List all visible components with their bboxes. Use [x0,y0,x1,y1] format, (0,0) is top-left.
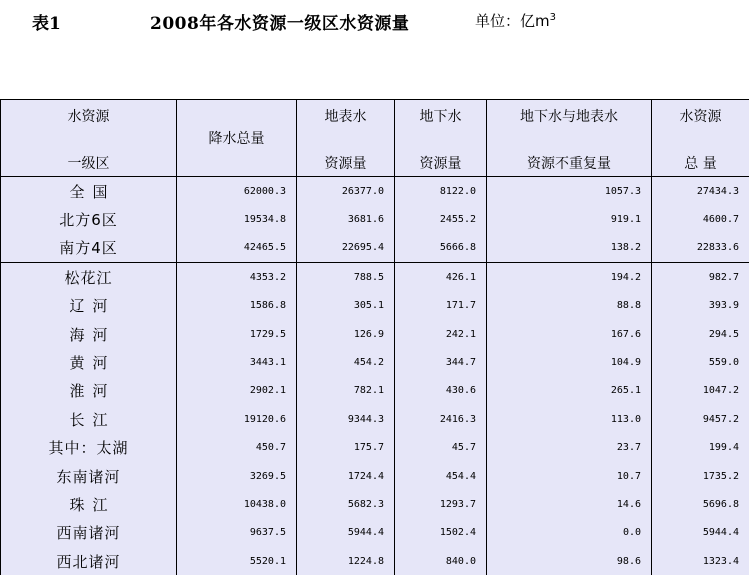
value-cell: 22833.6 [652,234,749,263]
value-cell: 138.2 [487,234,652,263]
value-cell: 88.8 [487,292,652,320]
region-name-cell: 珠江 [1,490,177,518]
value-cell: 1057.3 [487,177,652,206]
value-cell: 27434.3 [652,177,749,206]
col-header-surface-water [297,100,395,177]
value-cell: 0.0 [487,519,652,547]
value-cell: 23.7 [487,434,652,462]
value-cell: 3681.6 [297,205,395,233]
value-cell: 1586.8 [177,292,297,320]
table-title: 2008年各水资源一级区水资源量 [150,14,410,34]
region-name-cell: 西南诸河 [1,519,177,547]
value-cell: 919.1 [487,205,652,233]
value-cell: 265.1 [487,377,652,405]
region-name-cell: 南方4区 [1,234,177,263]
value-cell: 782.1 [297,377,395,405]
table-row [1,177,749,206]
region-name-cell: 北方6区 [1,205,177,233]
col-header-groundwater [395,100,487,177]
table-row [1,434,749,462]
value-cell: 175.7 [297,434,395,462]
value-cell: 9344.3 [297,405,395,433]
region-name-cell: 松花江 [1,263,177,292]
value-cell: 454.4 [395,462,487,490]
value-cell: 2902.1 [177,377,297,405]
col-header-line2: 一级区 [67,156,110,172]
value-cell: 5666.8 [395,234,487,263]
value-cell: 1724.4 [297,462,395,490]
table-row [1,519,749,547]
unit-label [475,10,556,31]
col-header-line2: 资源量 [419,156,462,172]
col-header-non-overlap [487,100,652,177]
col-header-precipitation [177,100,297,177]
value-cell: 1047.2 [652,377,749,405]
value-cell: 62000.3 [177,177,297,206]
col-header-line1: 水资源 [67,109,110,125]
value-cell: 1323.4 [652,547,749,575]
table-row [1,348,749,376]
value-cell: 559.0 [652,348,749,376]
table-row [1,234,749,263]
value-cell: 1502.4 [395,519,487,547]
table-row [1,490,749,518]
value-cell: 126.9 [297,320,395,348]
value-cell: 8122.0 [395,177,487,206]
value-cell: 450.7 [177,434,297,462]
value-cell: 10438.0 [177,490,297,518]
value-cell: 1224.8 [297,547,395,575]
value-cell: 194.2 [487,263,652,292]
table-row [1,462,749,490]
col-header-line1: 降水总量 [208,131,265,147]
table-row [1,320,749,348]
col-header-line1: 地下水 [419,109,462,125]
value-cell: 4600.7 [652,205,749,233]
region-name-cell: 其中：太湖 [1,434,177,462]
table-row [1,547,749,575]
col-header-total [652,100,749,177]
value-cell: 22695.4 [297,234,395,263]
value-cell: 167.6 [487,320,652,348]
value-cell: 5696.8 [652,490,749,518]
value-cell: 840.0 [395,547,487,575]
region-name-cell: 淮河 [1,377,177,405]
value-cell: 104.9 [487,348,652,376]
value-cell: 98.6 [487,547,652,575]
value-cell: 788.5 [297,263,395,292]
value-cell: 1729.5 [177,320,297,348]
col-header-line2: 资源量 [324,156,367,172]
table-row [1,263,749,292]
value-cell: 393.9 [652,292,749,320]
value-cell: 305.1 [297,292,395,320]
table-row [1,405,749,433]
region-name-cell: 辽河 [1,292,177,320]
value-cell: 199.4 [652,434,749,462]
value-cell: 113.0 [487,405,652,433]
value-cell: 426.1 [395,263,487,292]
value-cell: 294.5 [652,320,749,348]
value-cell: 10.7 [487,462,652,490]
value-cell: 430.6 [395,377,487,405]
value-cell: 242.1 [395,320,487,348]
value-cell: 9637.5 [177,519,297,547]
value-cell: 2416.3 [395,405,487,433]
value-cell: 1293.7 [395,490,487,518]
value-cell: 2455.2 [395,205,487,233]
col-header-line1: 地表水 [324,109,367,125]
unit-text: 单位：亿m [475,12,550,30]
value-cell: 5944.4 [297,519,395,547]
region-name-cell: 全国 [1,177,177,206]
title-row [0,0,749,40]
value-cell: 5944.4 [652,519,749,547]
value-cell: 45.7 [395,434,487,462]
value-cell: 5520.1 [177,547,297,575]
col-header-line2: 资源不重复量 [527,156,611,172]
value-cell: 454.2 [297,348,395,376]
value-cell: 344.7 [395,348,487,376]
col-header-region [1,100,177,177]
col-header-line1: 地下水与地表水 [520,109,618,125]
value-cell: 9457.2 [652,405,749,433]
table-row [1,205,749,233]
table-label: 表1 [32,14,61,34]
value-cell: 19534.8 [177,205,297,233]
region-name-cell: 西北诸河 [1,547,177,575]
value-cell: 19120.6 [177,405,297,433]
table-body [1,177,749,576]
region-name-cell: 东南诸河 [1,462,177,490]
value-cell: 4353.2 [177,263,297,292]
table-row [1,292,749,320]
value-cell: 14.6 [487,490,652,518]
value-cell: 3443.1 [177,348,297,376]
value-cell: 982.7 [652,263,749,292]
region-name-cell: 长江 [1,405,177,433]
unit-superscript: 3 [549,12,556,23]
value-cell: 171.7 [395,292,487,320]
value-cell: 1735.2 [652,462,749,490]
value-cell: 5682.3 [297,490,395,518]
col-header-line2: 总 量 [684,156,717,172]
col-header-line1: 水资源 [679,109,722,125]
region-name-cell: 黄河 [1,348,177,376]
value-cell: 26377.0 [297,177,395,206]
region-name-cell: 海河 [1,320,177,348]
table-row [1,377,749,405]
header-row [1,100,749,177]
value-cell: 3269.5 [177,462,297,490]
water-resources-table [0,99,749,575]
value-cell: 42465.5 [177,234,297,263]
